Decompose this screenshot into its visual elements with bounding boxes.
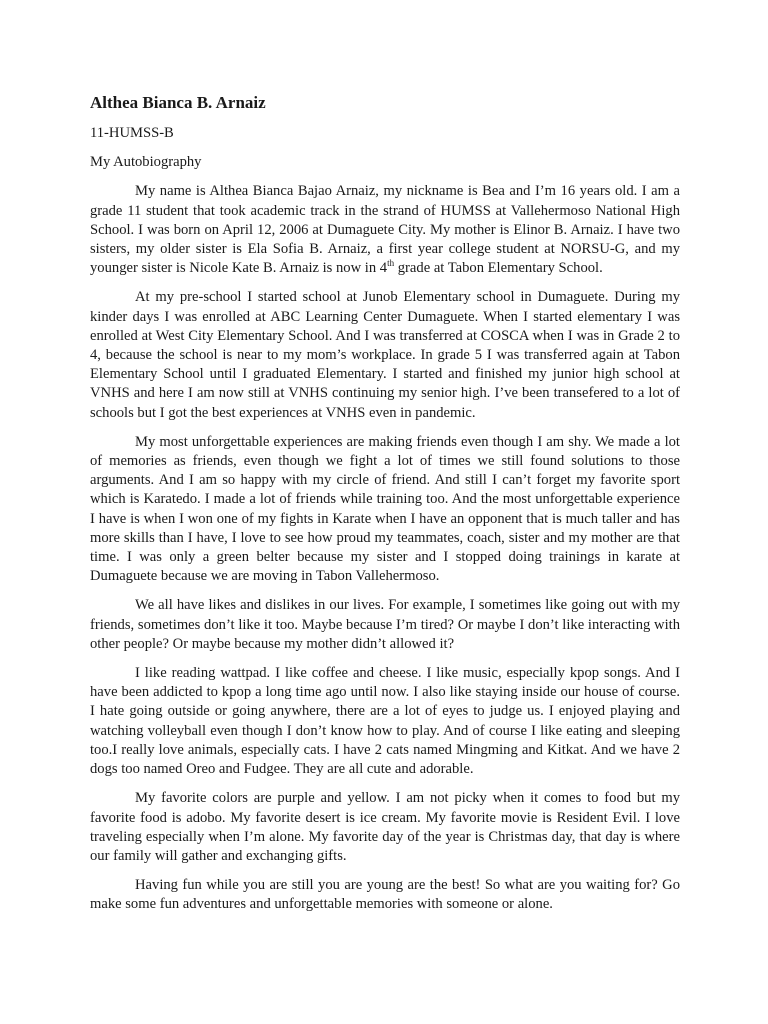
document-title: My Autobiography <box>90 154 202 171</box>
paragraph-experiences: My most unforgettable experiences are making friends even though I am shy. We made a lot of memories as friends, even though we fight a lot of times we still found solutions to those arguments. And I am so happy with my circle of friend. And still I can’t forget my favorite sport which is Karatedo. I made a lot of friends while training too. And the most unforgettable experience I have is when I won one of my fights in Karate when I have an opponent that is much taller and has more skills than I have, I love to see how proud my teammates, coach, sister and my mother are that time. I was only a green belter because my sister and I stopped doing trainings in karate at Dumaguete because we are moving in Tabon Vallehermoso. <box>90 433 680 585</box>
paragraph-favorites: My favorite colors are purple and yellow. I am not picky when it comes to food but my favorite food is adobo. My favorite desert is ice cream. My favorite movie is Resident Evil. I love traveling especially when I’m alone. My favorite day of the year is Christmas day, that day is where our family will gather and exchanging gifts. <box>90 790 680 864</box>
paragraph-text: My name is Althea Bianca Bajao Arnaiz, my nickname is Bea and I’m 16 years old. I am a grade 11 student that took academic track in the strand of HUMSS at Vallehermoso National High School. I was born on April 12, 2006 at Dumaguete City. My mother is Elinor B. Arnaiz. I have two sisters, my older sister is Ela Sofia B. Arnaiz, a first year college student at NORSU-G, and my younger sister is Nicole Kate B. Arnaiz is now in 4 <box>90 183 680 277</box>
document-page <box>90 92 680 925</box>
paragraph-closing: Having fun while you are still you are young are the best! So what are you waiting for? Go make some fun adventures and unforgettable memories with someone or alone. <box>90 877 680 913</box>
author-name: Althea Bianca B. Arnaiz <box>90 93 266 112</box>
paragraph-schooling: At my pre-school I started school at Junob Elementary school in Dumaguete. During my kinder days I was enrolled at ABC Learning Center Dumaguete. When I started elementary I was enrolled at West City Elementary School. And I was transferred at COSCA when I was in Grade 2 to 4, because the school is near to my mom’s workplace. In grade 5 I was transferred again at Tabon Elementary School until I graduated Elementary. I started and finished my junior high school at VNHS and here I am now still at VNHS continuing my senior high. I’ve been transefered to a lot of schools but I got the best experiences at VNHS even in pandemic. <box>90 289 680 421</box>
paragraph-hobbies: I like reading wattpad. I like coffee and cheese. I like music, especially kpop songs. And I have been addicted to kpop a long time ago until now. I also like staying inside our house of course. I hate going outside or going anywhere, there are a lot of eyes to judge us. I enjoyed playing and watching volleyball even though I don’t know how to play. And of course I like eating and sleeping too.I really love animals, especially cats. I have 2 cats named Mingming and Kitkat. And we have 2 dogs too named Oreo and Fudgee. They are all cute and adorable. <box>90 665 680 778</box>
section-label: 11-HUMSS-B <box>90 125 174 141</box>
paragraph-intro <box>90 182 680 278</box>
paragraph-likes-dislikes: We all have likes and dislikes in our lives. For example, I sometimes like going out with my friends, sometimes don’t like it too. Maybe because I’m tired? Or maybe I don’t like interacting with other people? Or maybe because my mother didn’t allowed it? <box>90 597 680 652</box>
paragraph-text: grade at Tabon Elementary School. <box>394 260 603 277</box>
ordinal-superscript: th <box>387 258 395 269</box>
